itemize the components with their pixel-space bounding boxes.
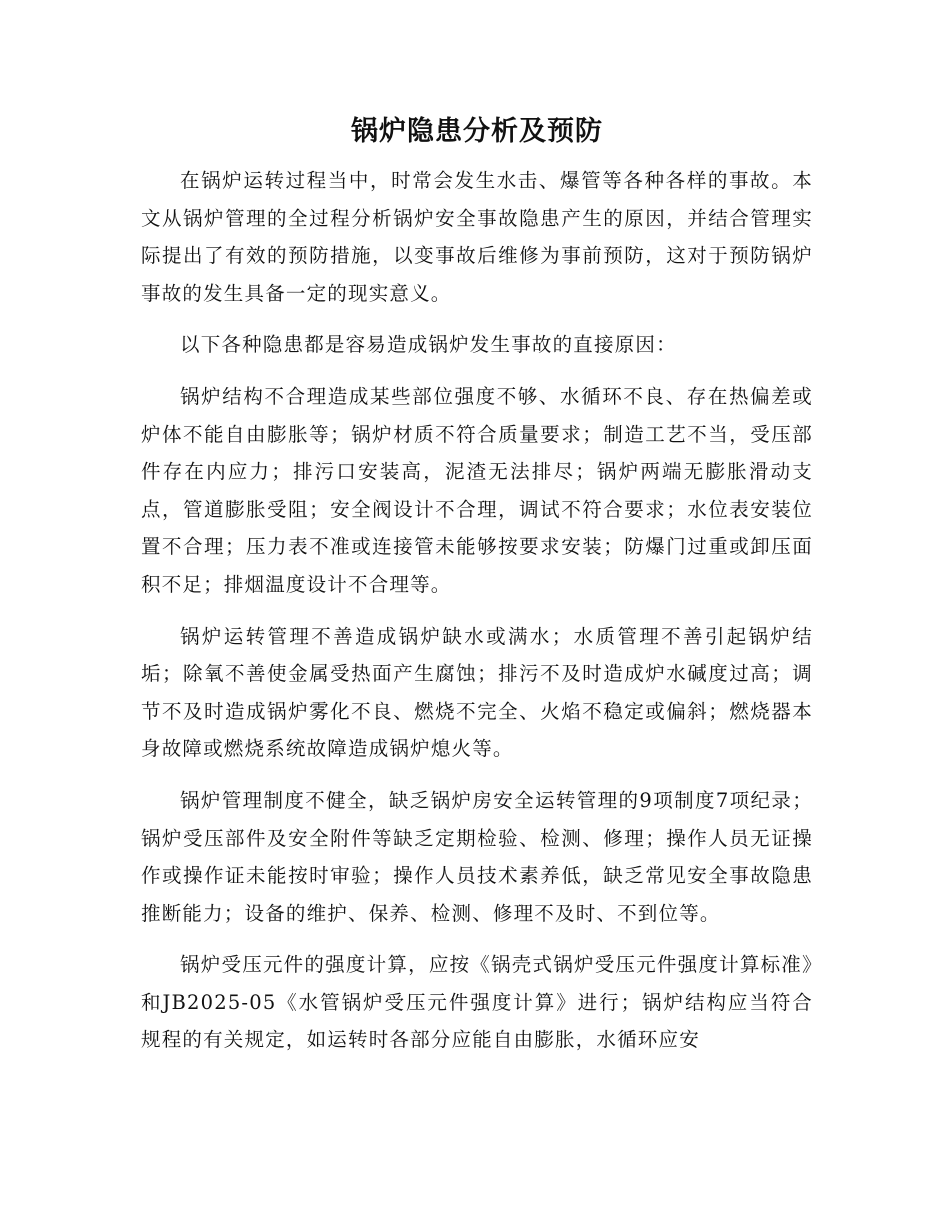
paragraph-management-hazards: 锅炉管理制度不健全，缺乏锅炉房安全运转管理的9项制度7项纪录；锅炉受压部件及安全附件等缺乏定期检验、检测、修理；操作人员无证操作或操作证未能按时审验；操作人员技术素养低，缺乏常见安全事故隐患推断能力；设备的维护、保养、检测、修理不及时、不到位等。 [141,788,813,925]
paragraph-causes-lead: 以下各种隐患都是容易造成锅炉发生事故的直接原因： [180,333,677,357]
document-page [141,112,813,1059]
paragraph-prevention: 锅炉受压元件的强度计算，应按《锅壳式锅炉受压元件强度计算标准》和JB2025-05《水管锅炉受压元件强度计算》进行；锅炉结构应当符合规程的有关规定，如运转时各部分应能自由膨胀，水循环应安 [141,953,813,1052]
paragraph-operation-hazards: 锅炉运转管理不善造成锅炉缺水或满水；水质管理不善引起锅炉结垢；除氧不善使金属受热面产生腐蚀；排污不及时造成炉水碱度过高；调节不及时造成锅炉雾化不良、燃烧不完全、火焰不稳定或偏斜；燃烧器本身故障或燃烧系统故障造成锅炉熄火等。 [141,624,813,761]
document-title: 锅炉隐患分析及预防 [351,116,603,147]
paragraph-design-hazards: 锅炉结构不合理造成某些部位强度不够、水循环不良、存在热偏差或炉体不能自由膨胀等；锅炉材质不符合质量要求；制造工艺不当，受压部件存在内应力；排污口安装高，泥渣无法排尽；锅炉两端无膨胀滑动支点，管道膨胀受阻；安全阀设计不合理，调试不符合要求；水位表安装位置不合理；压力表不准或连接管未能够按要求安装；防爆门过重或卸压面积不足；排烟温度设计不合理等。 [141,384,813,596]
paragraph-intro: 在锅炉运转过程当中，时常会发生水击、爆管等各种各样的事故。本文从锅炉管理的全过程分析锅炉安全事故隐患产生的原因，并结合管理实际提出了有效的预防措施，以变事故后维修为事前预防，这对于预防锅炉事故的发生具备一定的现实意义。 [141,169,813,305]
